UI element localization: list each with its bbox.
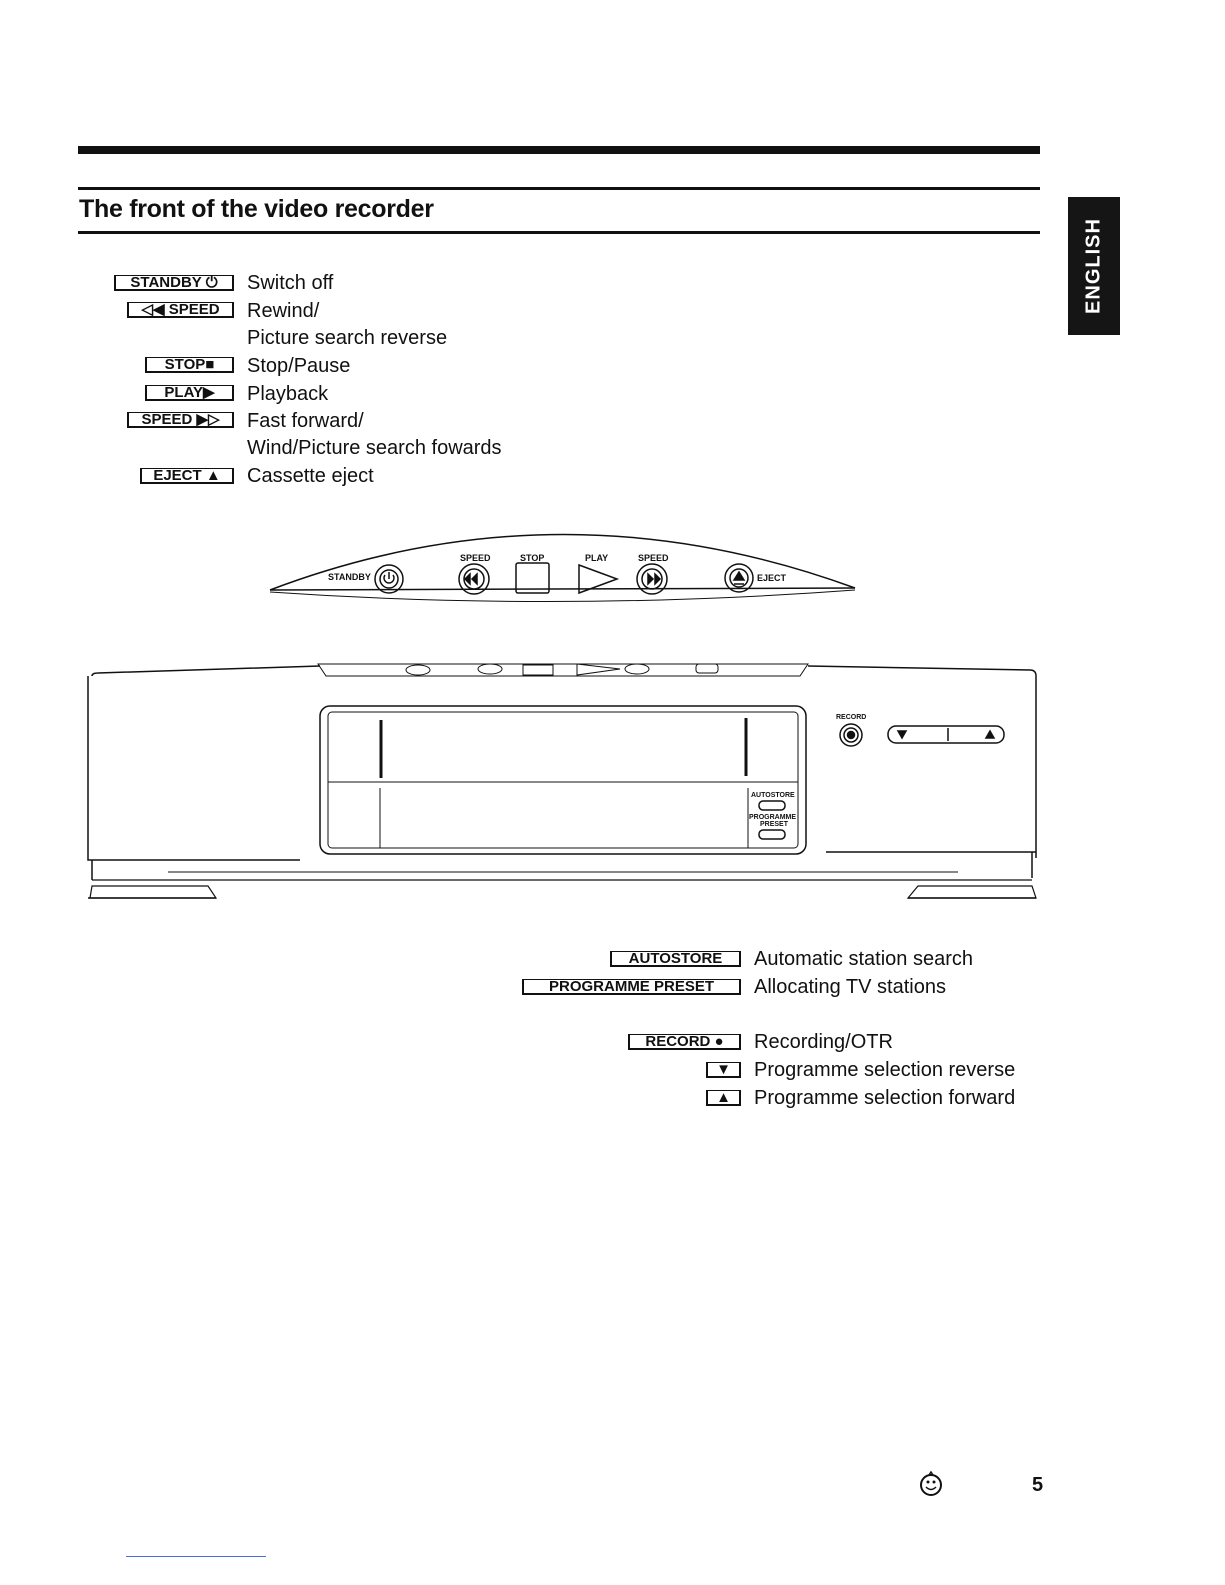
programme-selector-icon [888,726,1004,743]
control-panel-diagram [270,534,855,601]
rewind-description-cont: Picture search reverse [247,327,448,349]
autostore-key: AUTOSTORE [610,951,741,967]
rewind-button-icon [459,564,489,594]
footer-underline [126,1556,266,1557]
cassette-display-window [320,706,806,854]
programme-up-description: Programme selection forward [754,1087,1016,1109]
programme-down-key: ▼ [706,1062,741,1078]
fast-forward-description: Fast forward/ [247,410,364,432]
panel-play-label: PLAY [585,553,609,563]
stop-key: STOP■ [145,357,234,373]
record-description: Recording/OTR [754,1031,893,1053]
panel-record-label: RECORD [836,714,867,721]
programme-preset-key: PROGRAMME PRESET [522,979,741,995]
panel-stop-label: STOP [520,553,545,563]
panel-preset-label: PRESET [760,821,789,828]
language-tab-label: ENGLISH [1082,218,1105,314]
standby-description: Switch off [247,272,334,294]
fast-forward-key: SPEED ▶▷ [127,412,234,428]
autostore-button-icon [759,801,785,810]
record-key: RECORD ● [628,1034,741,1050]
programme-up-key: ▲ [706,1090,741,1106]
panel-eject-label: EJECT [757,573,787,583]
programme-preset-description: Allocating TV stations [754,976,946,998]
body-top-buttons [406,664,718,675]
play-description: Playback [247,383,329,405]
rewind-description: Rewind/ [247,300,320,322]
eject-key: EJECT ▲ [140,468,234,484]
page-number: 5 [1032,1474,1044,1496]
stop-description: Stop/Pause [247,355,351,377]
autostore-description: Automatic station search [754,948,973,970]
programme-down-description: Programme selection reverse [754,1059,1016,1081]
fast-forward-description-cont: Wind/Picture search fowards [247,437,502,459]
panel-standby-label: STANDBY [328,572,371,582]
programme-preset-button-icon [759,830,785,839]
panel-speed-rew-label: SPEED [460,553,491,563]
panel-speed-ff-label: SPEED [638,553,669,563]
brand-logo-icon [917,1470,945,1498]
panel-programme-label: PROGRAMME [749,814,797,821]
rewind-key: ◁◀ SPEED [127,302,234,318]
play-key: PLAY▶ [145,385,234,401]
fast-forward-button-icon [637,564,667,594]
panel-autostore-label: AUTOSTORE [751,792,795,799]
standby-key: STANDBY ⏻ [114,275,234,291]
eject-description: Cassette eject [247,465,374,487]
section-title: The front of the video recorder [79,195,434,223]
standby-button-icon [375,565,403,593]
record-button-icon [840,724,862,746]
recorder-body [88,664,1036,898]
